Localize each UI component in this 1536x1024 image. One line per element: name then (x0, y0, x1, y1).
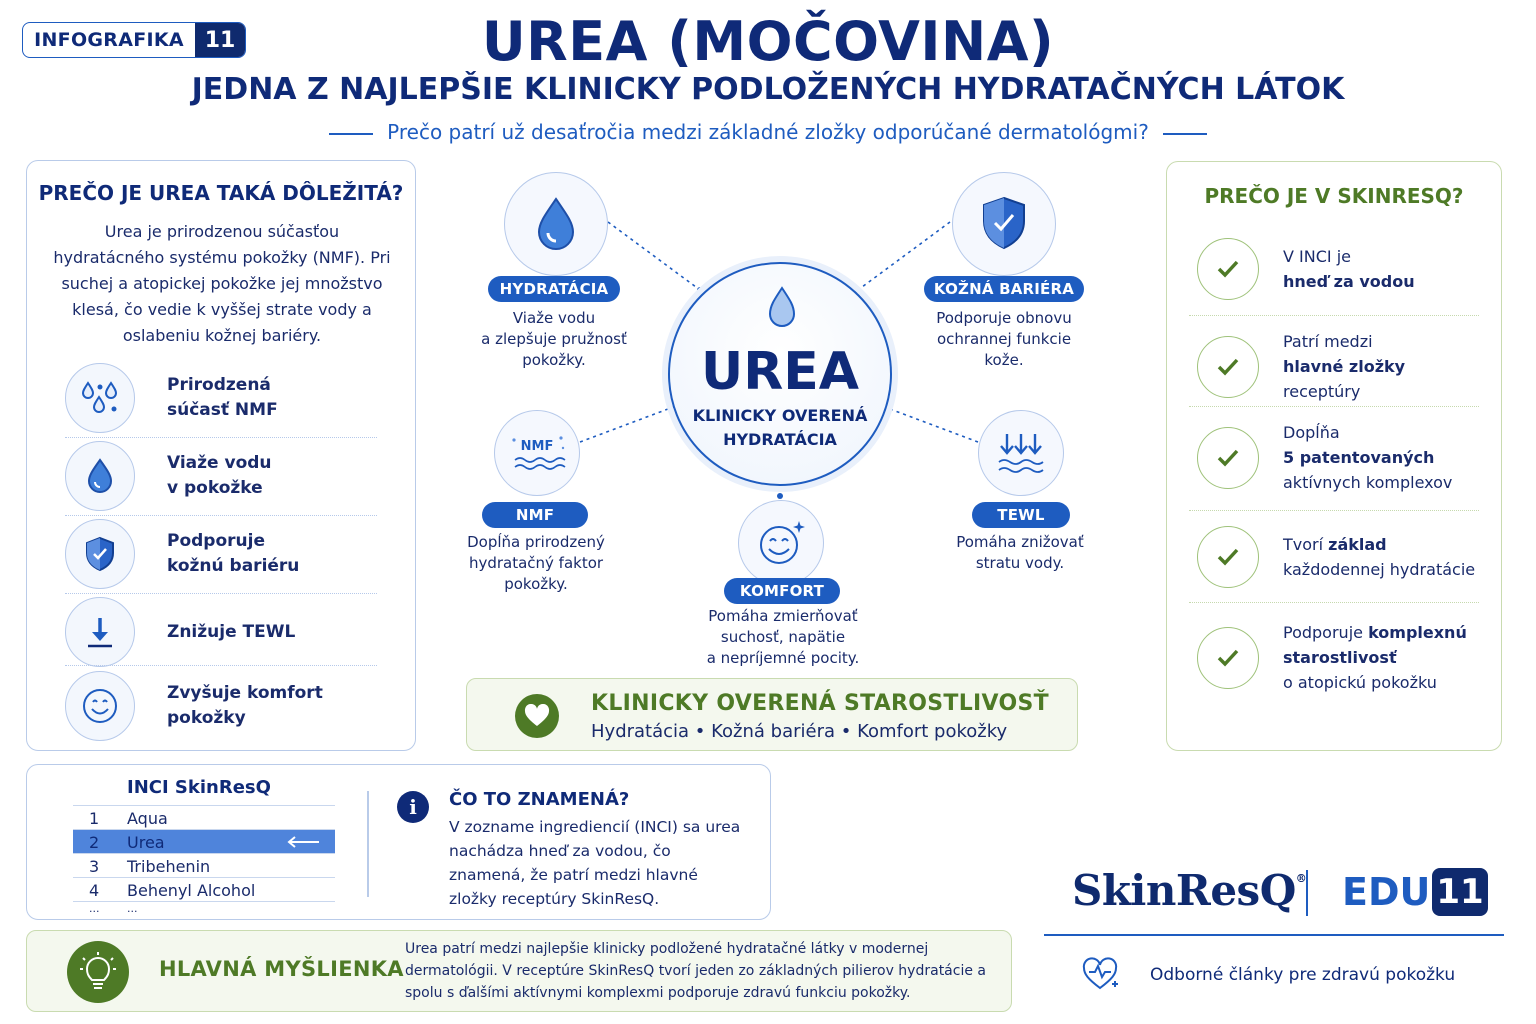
meaning-text: V zozname ingrediencií (INCI) sa urea nachádza hneď za vodou, čo znamená, že patrí medzi hlavné zložky receptúry SkinResQ. (449, 818, 741, 908)
smiley-icon (755, 517, 807, 569)
feature-binds-water: Viaže vodu v pokožke (65, 437, 377, 515)
tewl-node (978, 410, 1064, 496)
why-important-intro: Urea je prirodzenou súčasťou hydratácného systému pokožky (NMF). Pri suchej a atopickej pokožke jej množstvo klesá, čo vedie k vyššej strate vody a oslabeniu kožnej bariéry. (53, 222, 391, 345)
check-icon (1197, 627, 1259, 689)
heart-icon (515, 694, 559, 738)
core-drop-icon (766, 286, 798, 330)
nmf-icon (505, 430, 569, 476)
nmf-desc: Dopĺňa prirodzený hydratačný faktor pokožky. (467, 533, 605, 593)
water-drop-icon (531, 195, 581, 253)
komfort-desc: Pomáha zmierňovať suchosť, napätie a nepríjemné pocity. (706, 607, 860, 667)
komfort-label: KOMFORT (724, 578, 840, 604)
why-skinresq-panel (1166, 161, 1502, 751)
inci-row: 4 Behenyl Alcohol (73, 877, 335, 901)
shield-icon (976, 194, 1032, 254)
page-subtitle: JEDNA Z NAJLEPŠIE KLINICKY PODLOŽENÝCH HYDRATAČNÝCH LÁTOK (191, 72, 1345, 107)
reason-item: Patrí medzi hlavné zložky receptúry (1197, 329, 1487, 404)
nmf-node (494, 410, 580, 496)
clinical-care-banner (466, 678, 1078, 751)
why-important-heading: PREČO JE UREA TAKÁ DÔLEŽITÁ? (38, 181, 404, 205)
inci-heading: INCI SkinResQ (127, 777, 271, 798)
reason-item: Dopĺňa 5 patentovaných aktívnych komplexov (1197, 420, 1487, 495)
check-icon (1197, 427, 1259, 489)
feature-tewl: Znižuje TEWL (65, 593, 377, 671)
reason-item: Podporuje komplexnú starostlivosť o atopickú pokožku (1197, 620, 1487, 695)
page-tagline: Prečo patrí už desaťročia medzi základné zložky odporúčané dermatológmi? (0, 120, 1536, 144)
main-idea-panel (26, 930, 1012, 1012)
banner-heading: KLINICKY OVERENÁ STAROSTLIVOSŤ (591, 691, 1049, 716)
info-icon: i (397, 791, 429, 823)
main-idea-heading: HLAVNÁ MYŠLIENKA (159, 957, 404, 981)
edu-number: 11 (1432, 868, 1488, 916)
reason-item: V INCI je hneď za vodou (1197, 238, 1487, 300)
feature-comfort: Zvyšuje komfort pokožky (65, 667, 377, 745)
page-title: UREA (MOČOVINA) (481, 10, 1055, 73)
badge-label: INFOGRAFIKA (34, 29, 184, 51)
lightbulb-icon (67, 941, 129, 1003)
inci-row-highlighted: 2 Urea (73, 829, 335, 853)
hydratacia-desc: Viaže vodu a zlepšuje pružnosť pokožky. (481, 309, 627, 369)
edu-label: EDU (1342, 870, 1431, 914)
tewl-label: TEWL (972, 502, 1070, 528)
inci-panel (26, 764, 771, 920)
inci-row: ... ... (73, 901, 335, 917)
banner-items: Hydratácia • Kožná bariéra • Komfort pokožky (591, 721, 1008, 742)
tewl-desc: Pomáha znižovať stratu vody. (956, 533, 1084, 572)
bariera-desc: Podporuje obnovu ochrannej funkcie kože. (936, 309, 1072, 369)
bariera-label: KOŽNÁ BARIÉRA (924, 276, 1084, 302)
nmf-label: NMF (482, 502, 588, 528)
inci-row: 3 Tribehenin (73, 853, 335, 877)
arrow-left-icon (287, 836, 321, 848)
bariera-node (952, 172, 1056, 276)
check-icon (1197, 336, 1259, 398)
urea-core-circle (668, 262, 892, 486)
footer-tagline: Odborné články pre zdravú pokožku (1150, 965, 1456, 985)
meaning-heading: ČO TO ZNAMENÁ? (449, 789, 630, 810)
inci-row: 1 Aqua (73, 805, 335, 829)
check-icon (1197, 238, 1259, 300)
heart-pulse-icon (1080, 954, 1120, 994)
core-word: UREA (700, 342, 860, 402)
why-skinresq-heading: PREČO JE V SKINRESQ? (1204, 184, 1464, 208)
hydratacia-node (504, 172, 608, 276)
feature-barrier: Podporuje kožnú bariéru (65, 515, 377, 593)
badge-number: 11 (195, 22, 245, 58)
main-idea-text: Urea patrí medzi najlepšie klinicky podložené hydratačné látky v modernej dermatológii. V receptúre SkinResQ tvorí jeden zo základných pilierov hydratácie a spolu s ďalšími aktívnymi komplexmi podporuje zdravú funkciu pokožky. (405, 941, 986, 1001)
feature-nmf: Prirodzená súčasť NMF (65, 359, 377, 437)
komfort-node (738, 500, 824, 586)
hydratacia-label: HYDRATÁCIA (488, 276, 620, 302)
reason-item: Tvorí základ každodennej hydratácie (1197, 526, 1487, 588)
skinresq-logo: SkinResQ® (1072, 866, 1307, 915)
check-icon (1197, 526, 1259, 588)
svg-text:NMF: NMF (520, 439, 554, 454)
core-sub: KLINICKY OVERENÁ HYDRATÁCIA (692, 406, 868, 449)
arrows-down-icon (993, 428, 1049, 478)
